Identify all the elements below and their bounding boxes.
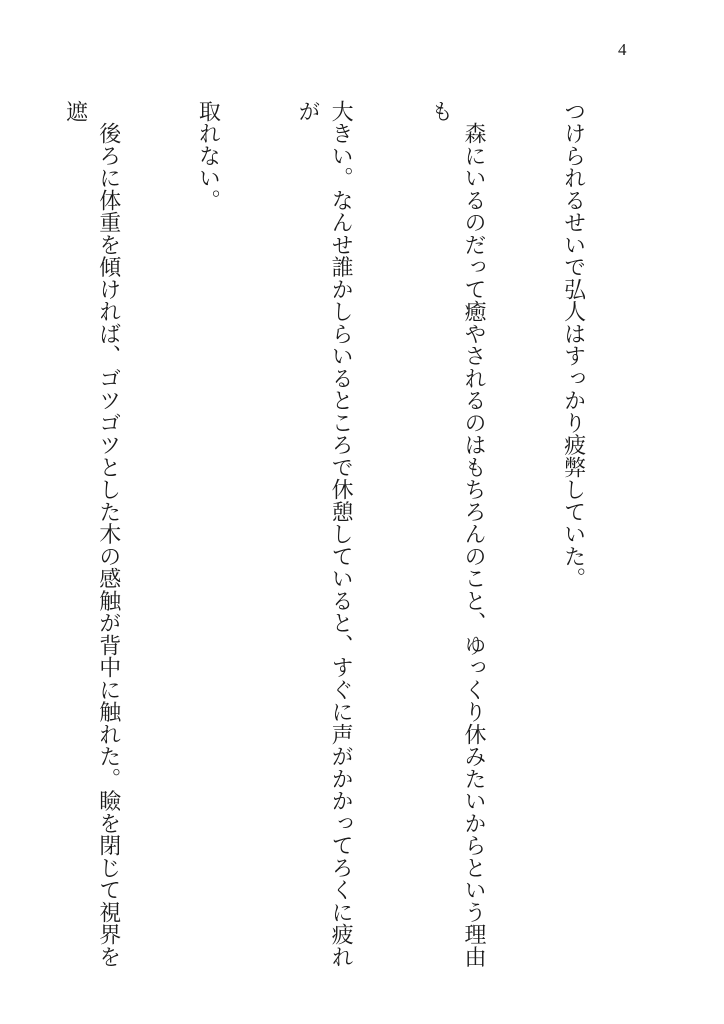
- text-line: 森にいるのだって癒やされるのはもちろんのこと、ゆっくり休みたいからという理由も: [427, 100, 486, 968]
- text-line: 後ろに体重を傾ければ、ゴツゴツとした木の感触が背中に触れた。瞼を閉じて視界を遮: [62, 100, 121, 968]
- novel-text-block: [0, 100, 656, 970]
- page-number: 4: [618, 40, 627, 59]
- text-line: つけられるせいで弘人はすっかり疲弊していた。: [560, 100, 586, 590]
- text-line: 大きい。なんせ誰かしらいるところで休憩していると、すぐに声がかかってろくに疲れが: [294, 100, 354, 968]
- text-line: 取れない。: [195, 100, 221, 212]
